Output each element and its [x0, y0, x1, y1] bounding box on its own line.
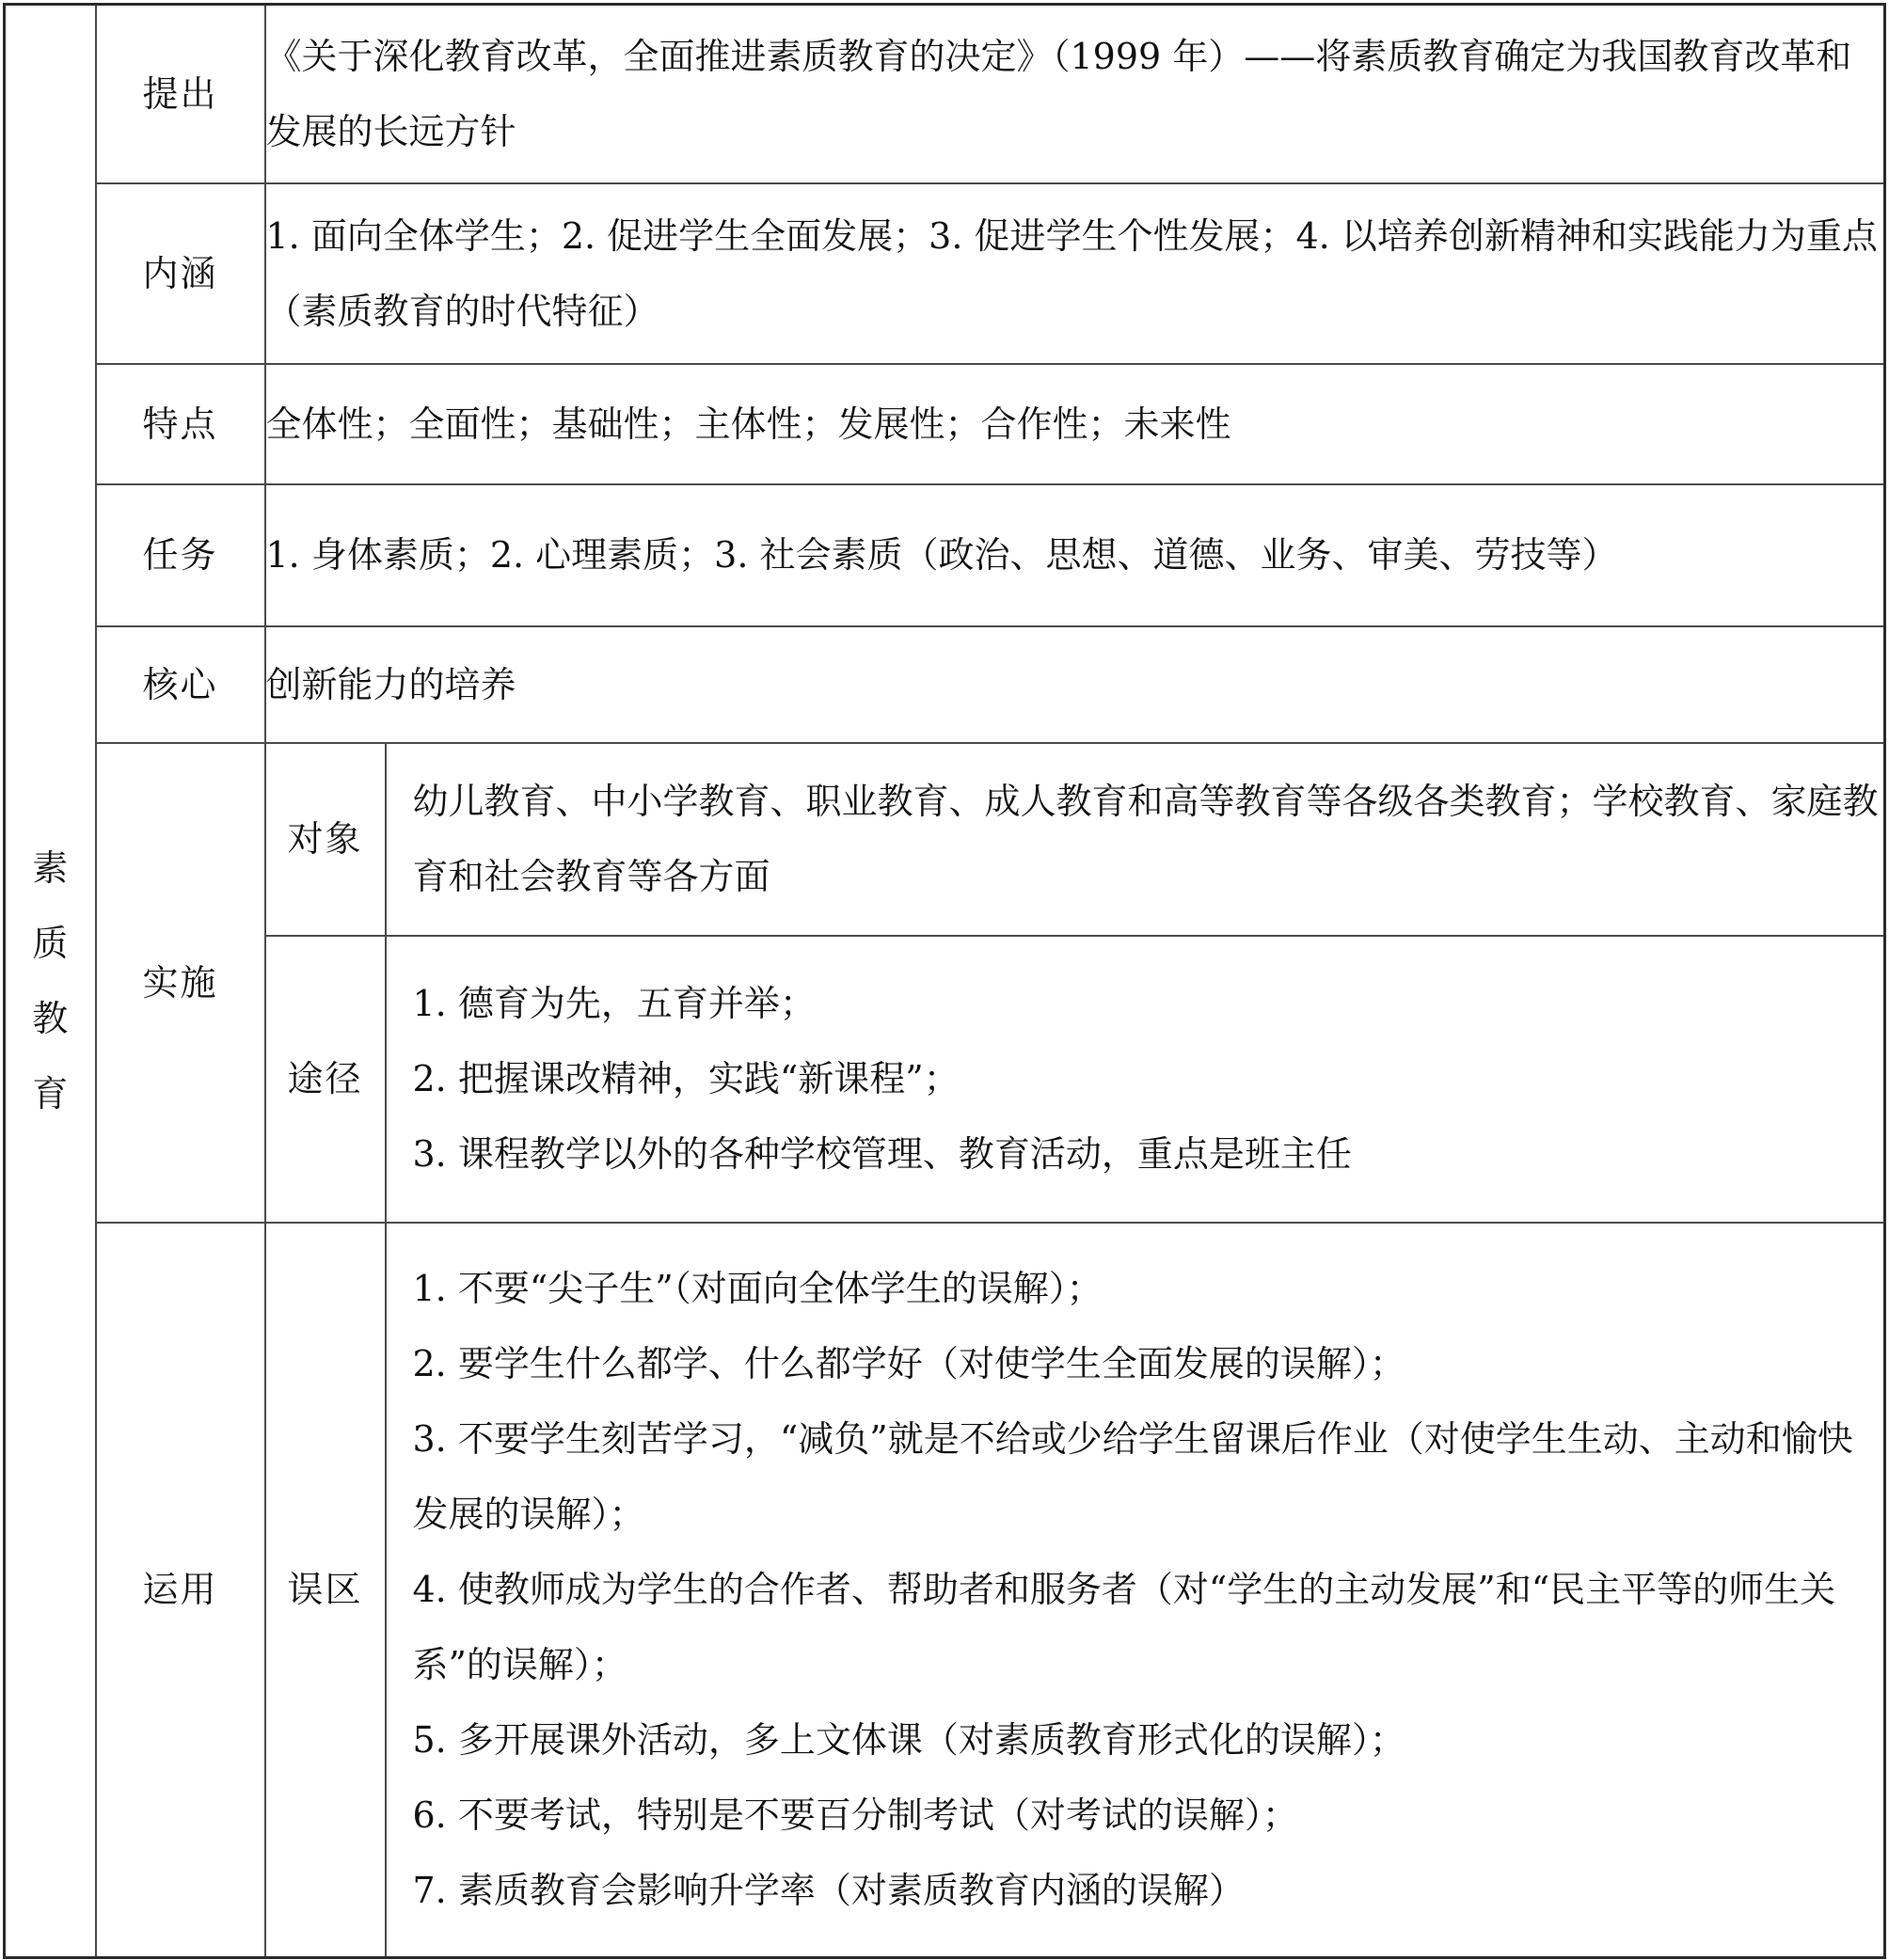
label-proposal: 提出: [96, 5, 265, 183]
label-approach: 途径: [265, 936, 386, 1223]
content-characteristics: 全体性；全面性；基础性；主体性；发展性；合作性；未来性: [265, 364, 1885, 484]
row-proposal: [5, 5, 1885, 183]
row-tasks: [5, 484, 1885, 626]
content-connotation: 1. 面向全体学生；2. 促进学生全面发展；3. 促进学生个性发展；4. 以培养创新精神和实践能力为重点（素质教育的时代特征）: [265, 183, 1885, 364]
topic-cell: [5, 5, 96, 1958]
row-application: [5, 1223, 1885, 1958]
row-connotation: [5, 183, 1885, 364]
misconception-item: 7. 素质教育会影响升学率（对素质教育内涵的误解）: [412, 1870, 1245, 1912]
quality-education-table: [3, 3, 1886, 1959]
label-application: 运用: [96, 1223, 265, 1958]
label-implementation: 实施: [96, 743, 265, 1223]
misconception-item: 4. 使教师成为学生的合作者、帮助者和服务者（对“学生的主动发展”和“民主平等的师生关系”的误解）；: [412, 1569, 1836, 1686]
approach-item: 1. 德育为先，五育并举；: [412, 983, 816, 1024]
content-approach: [386, 936, 1885, 1223]
approach-item: 3. 课程教学以外的各种学校管理、教育活动，重点是班主任: [412, 1133, 1352, 1175]
content-object: 幼儿教育、中小学教育、职业教育、成人教育和高等教育等各级各类教育；学校教育、家庭教育和社会教育等各方面: [386, 743, 1885, 936]
label-object: 对象: [265, 743, 386, 936]
misconception-item: 5. 多开展课外活动，多上文体课（对素质教育形式化的误解）；: [412, 1719, 1405, 1762]
label-misconceptions: 误区: [265, 1223, 386, 1958]
label-tasks: 任务: [96, 484, 265, 626]
row-core: [5, 626, 1885, 743]
label-connotation: 内涵: [96, 183, 265, 364]
content-core: 创新能力的培养: [265, 626, 1885, 743]
label-characteristics: 特点: [96, 364, 265, 484]
content-proposal: 《关于深化教育改革，全面推进素质教育的决定》（1999 年）——将素质教育确定为我国教育改革和发展的长远方针: [265, 5, 1885, 183]
misconception-item: 6. 不要考试，特别是不要百分制考试（对考试的误解）；: [412, 1794, 1298, 1837]
content-misconceptions: [386, 1223, 1885, 1958]
label-core: 核心: [96, 626, 265, 743]
misconception-item: 3. 不要学生刻苦学习，“减负”就是不给或少给学生留课后作业（对使学生生动、主动和愉快发展的误解）；: [412, 1418, 1853, 1536]
topic-label: 素 质 教 育: [32, 847, 69, 1114]
misconception-item: 2. 要学生什么都学、什么都学好（对使学生全面发展的误解）；: [412, 1343, 1405, 1385]
misconception-item: 1. 不要“尖子生”（对面向全体学生的误解）；: [412, 1268, 1103, 1310]
row-characteristics: [5, 364, 1885, 484]
row-implementation-approach: [5, 936, 1885, 1223]
row-implementation-object: [5, 743, 1885, 936]
approach-item: 2. 把握课改精神，实践“新课程”；: [412, 1058, 960, 1099]
content-tasks: 1. 身体素质；2. 心理素质；3. 社会素质（政治、思想、道德、业务、审美、劳技等）: [265, 484, 1885, 626]
